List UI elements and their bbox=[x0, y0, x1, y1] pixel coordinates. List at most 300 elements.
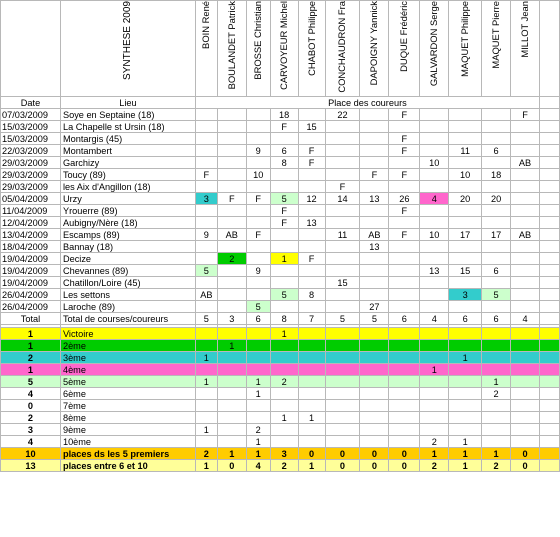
place-cell[interactable] bbox=[511, 205, 540, 217]
rank-value[interactable] bbox=[511, 412, 540, 424]
place-cell[interactable]: 18 bbox=[482, 169, 511, 181]
corner-cell[interactable] bbox=[1, 1, 61, 97]
place-cell[interactable] bbox=[298, 229, 325, 241]
place-cell[interactable]: 9 bbox=[246, 265, 270, 277]
rank-label[interactable]: 5ème bbox=[60, 376, 195, 388]
rank-label[interactable]: 7ème bbox=[60, 400, 195, 412]
place-cell[interactable] bbox=[325, 169, 360, 181]
place-cell[interactable] bbox=[449, 205, 482, 217]
place-header[interactable]: Place des coureurs bbox=[195, 97, 539, 109]
place-cell[interactable] bbox=[195, 109, 217, 121]
empty-cell[interactable] bbox=[539, 229, 559, 241]
lieu-cell[interactable]: Les settons bbox=[60, 289, 195, 301]
count-cell[interactable]: 1 bbox=[1, 364, 61, 376]
rank-value[interactable] bbox=[482, 328, 511, 340]
place-cell[interactable] bbox=[449, 301, 482, 313]
rank-value[interactable] bbox=[246, 340, 270, 352]
date-cell[interactable]: 18/04/2009 bbox=[1, 241, 61, 253]
rank-value[interactable] bbox=[482, 364, 511, 376]
rank-value[interactable]: 1 bbox=[246, 388, 270, 400]
rank-value[interactable]: 1 bbox=[246, 376, 270, 388]
place-cell[interactable]: F bbox=[270, 121, 298, 133]
place-cell[interactable]: 5 bbox=[195, 265, 217, 277]
lieu-cell[interactable]: Bannay (18) bbox=[60, 241, 195, 253]
place-cell[interactable]: F bbox=[389, 145, 420, 157]
place-cell[interactable] bbox=[360, 217, 389, 229]
empty-cell[interactable] bbox=[539, 157, 559, 169]
place-cell[interactable] bbox=[389, 301, 420, 313]
rank-value[interactable] bbox=[298, 400, 325, 412]
place-cell[interactable] bbox=[511, 169, 540, 181]
place-cell[interactable] bbox=[217, 133, 246, 145]
rank-value[interactable] bbox=[511, 424, 540, 436]
total-value[interactable]: 3 bbox=[217, 313, 246, 325]
place-cell[interactable]: F bbox=[389, 169, 420, 181]
place-cell[interactable]: F bbox=[511, 109, 540, 121]
place-cell[interactable] bbox=[217, 169, 246, 181]
lieu-header[interactable]: Lieu bbox=[60, 97, 195, 109]
date-cell[interactable]: 29/03/2009 bbox=[1, 169, 61, 181]
rank-value[interactable] bbox=[420, 424, 449, 436]
place-cell[interactable] bbox=[420, 253, 449, 265]
date-cell[interactable]: 15/03/2009 bbox=[1, 133, 61, 145]
place-cell[interactable] bbox=[511, 181, 540, 193]
place-cell[interactable] bbox=[482, 241, 511, 253]
rank-value[interactable] bbox=[449, 412, 482, 424]
rank-value[interactable] bbox=[270, 388, 298, 400]
rank-value[interactable]: 1 bbox=[482, 448, 511, 460]
runner-header[interactable] bbox=[360, 1, 389, 97]
empty-cell[interactable] bbox=[539, 376, 559, 388]
rank-value[interactable]: 0 bbox=[511, 448, 540, 460]
place-cell[interactable]: 15 bbox=[449, 265, 482, 277]
place-cell[interactable] bbox=[389, 157, 420, 169]
place-cell[interactable]: 26 bbox=[389, 193, 420, 205]
rank-value[interactable] bbox=[389, 364, 420, 376]
place-cell[interactable]: F bbox=[195, 169, 217, 181]
empty-cell[interactable] bbox=[539, 301, 559, 313]
total-label[interactable]: Total de courses/coureurs bbox=[60, 313, 195, 325]
rank-value[interactable] bbox=[270, 352, 298, 364]
rank-label[interactable]: 10ème bbox=[60, 436, 195, 448]
place-cell[interactable]: F bbox=[298, 145, 325, 157]
place-cell[interactable] bbox=[270, 301, 298, 313]
rank-value[interactable] bbox=[449, 388, 482, 400]
empty-cell[interactable] bbox=[539, 448, 559, 460]
place-cell[interactable] bbox=[449, 121, 482, 133]
place-cell[interactable] bbox=[195, 205, 217, 217]
rank-value[interactable] bbox=[217, 376, 246, 388]
place-cell[interactable] bbox=[449, 217, 482, 229]
place-cell[interactable]: 13 bbox=[298, 217, 325, 229]
place-cell[interactable] bbox=[360, 277, 389, 289]
empty-cell[interactable] bbox=[539, 364, 559, 376]
empty-cell[interactable] bbox=[539, 217, 559, 229]
place-cell[interactable] bbox=[360, 145, 389, 157]
date-cell[interactable]: 26/04/2009 bbox=[1, 301, 61, 313]
place-cell[interactable] bbox=[195, 253, 217, 265]
empty-cell[interactable] bbox=[539, 205, 559, 217]
rank-value[interactable] bbox=[217, 364, 246, 376]
place-cell[interactable] bbox=[325, 133, 360, 145]
empty-cell[interactable] bbox=[539, 133, 559, 145]
place-cell[interactable] bbox=[246, 157, 270, 169]
rank-value[interactable]: 1 bbox=[270, 412, 298, 424]
empty-cell[interactable] bbox=[539, 169, 559, 181]
place-cell[interactable]: 13 bbox=[360, 193, 389, 205]
count-cell[interactable]: 2 bbox=[1, 352, 61, 364]
rank-value[interactable] bbox=[195, 400, 217, 412]
total-value[interactable]: 4 bbox=[511, 313, 540, 325]
place-cell[interactable] bbox=[420, 301, 449, 313]
total-value[interactable]: 8 bbox=[270, 313, 298, 325]
place-cell[interactable] bbox=[298, 181, 325, 193]
empty-cell[interactable] bbox=[539, 400, 559, 412]
place-cell[interactable] bbox=[420, 169, 449, 181]
place-cell[interactable] bbox=[217, 109, 246, 121]
rank-value[interactable]: 2 bbox=[195, 448, 217, 460]
rank-value[interactable] bbox=[270, 364, 298, 376]
place-cell[interactable] bbox=[270, 241, 298, 253]
rank-value[interactable]: 1 bbox=[449, 352, 482, 364]
rank-value[interactable] bbox=[420, 340, 449, 352]
place-cell[interactable] bbox=[482, 205, 511, 217]
rank-value[interactable] bbox=[195, 388, 217, 400]
place-cell[interactable] bbox=[298, 109, 325, 121]
place-cell[interactable]: 2 bbox=[217, 253, 246, 265]
date-cell[interactable]: 29/03/2009 bbox=[1, 157, 61, 169]
place-cell[interactable]: F bbox=[270, 217, 298, 229]
place-cell[interactable]: 5 bbox=[246, 301, 270, 313]
total-value[interactable]: 6 bbox=[389, 313, 420, 325]
place-cell[interactable] bbox=[482, 181, 511, 193]
place-cell[interactable] bbox=[482, 157, 511, 169]
empty-cell[interactable] bbox=[539, 460, 559, 472]
empty-cell[interactable] bbox=[539, 436, 559, 448]
rank-value[interactable] bbox=[270, 400, 298, 412]
place-cell[interactable] bbox=[298, 241, 325, 253]
runner-header[interactable] bbox=[217, 1, 246, 97]
place-cell[interactable] bbox=[360, 157, 389, 169]
place-cell[interactable]: 20 bbox=[482, 193, 511, 205]
rank-value[interactable] bbox=[325, 388, 360, 400]
rank-value[interactable] bbox=[482, 424, 511, 436]
rank-value[interactable] bbox=[325, 376, 360, 388]
rank-value[interactable] bbox=[449, 424, 482, 436]
rank-value[interactable] bbox=[195, 340, 217, 352]
rank-value[interactable]: 2 bbox=[270, 376, 298, 388]
rank-value[interactable]: 2 bbox=[482, 388, 511, 400]
rank-value[interactable] bbox=[298, 424, 325, 436]
rank-value[interactable] bbox=[420, 400, 449, 412]
lieu-cell[interactable]: Montargis (45) bbox=[60, 133, 195, 145]
rank-value[interactable] bbox=[246, 328, 270, 340]
lieu-cell[interactable]: La Chapelle st Ursin (18) bbox=[60, 121, 195, 133]
rank-value[interactable] bbox=[325, 424, 360, 436]
rank-value[interactable]: 1 bbox=[449, 436, 482, 448]
place-cell[interactable] bbox=[325, 145, 360, 157]
place-cell[interactable] bbox=[246, 181, 270, 193]
place-cell[interactable] bbox=[270, 169, 298, 181]
place-cell[interactable] bbox=[420, 241, 449, 253]
place-cell[interactable] bbox=[389, 121, 420, 133]
place-cell[interactable]: 5 bbox=[270, 193, 298, 205]
rank-value[interactable] bbox=[360, 340, 389, 352]
place-cell[interactable] bbox=[298, 301, 325, 313]
place-cell[interactable] bbox=[246, 205, 270, 217]
rank-value[interactable]: 0 bbox=[511, 460, 540, 472]
runner-header[interactable] bbox=[325, 1, 360, 97]
total-value[interactable]: 6 bbox=[449, 313, 482, 325]
place-cell[interactable]: 11 bbox=[325, 229, 360, 241]
rank-value[interactable] bbox=[511, 364, 540, 376]
place-cell[interactable] bbox=[360, 289, 389, 301]
place-cell[interactable] bbox=[420, 133, 449, 145]
place-cell[interactable] bbox=[217, 181, 246, 193]
total-value[interactable]: 5 bbox=[360, 313, 389, 325]
place-cell[interactable] bbox=[246, 121, 270, 133]
place-cell[interactable] bbox=[246, 253, 270, 265]
place-cell[interactable] bbox=[482, 109, 511, 121]
place-cell[interactable]: AB bbox=[195, 289, 217, 301]
rank-value[interactable]: 2 bbox=[420, 436, 449, 448]
lieu-cell[interactable]: Yrouerre (89) bbox=[60, 205, 195, 217]
rank-label[interactable]: places ds les 5 premiers bbox=[60, 448, 195, 460]
rank-value[interactable] bbox=[389, 340, 420, 352]
rank-value[interactable] bbox=[246, 412, 270, 424]
place-cell[interactable] bbox=[195, 277, 217, 289]
place-cell[interactable] bbox=[511, 253, 540, 265]
total-value[interactable]: 7 bbox=[298, 313, 325, 325]
runner-header[interactable] bbox=[511, 1, 540, 97]
place-cell[interactable] bbox=[195, 301, 217, 313]
place-cell[interactable] bbox=[246, 277, 270, 289]
lieu-cell[interactable]: Laroche (89) bbox=[60, 301, 195, 313]
place-cell[interactable] bbox=[449, 181, 482, 193]
rank-value[interactable] bbox=[511, 328, 540, 340]
empty-cell[interactable] bbox=[539, 109, 559, 121]
place-cell[interactable] bbox=[270, 229, 298, 241]
rank-value[interactable] bbox=[217, 400, 246, 412]
rank-value[interactable] bbox=[360, 424, 389, 436]
rank-value[interactable] bbox=[195, 364, 217, 376]
lieu-cell[interactable]: Urzy bbox=[60, 193, 195, 205]
rank-value[interactable] bbox=[325, 412, 360, 424]
place-cell[interactable]: 4 bbox=[420, 193, 449, 205]
place-cell[interactable] bbox=[420, 145, 449, 157]
place-cell[interactable]: F bbox=[389, 133, 420, 145]
rank-value[interactable]: 3 bbox=[270, 448, 298, 460]
rank-label[interactable]: places entre 6 et 10 bbox=[60, 460, 195, 472]
place-cell[interactable]: F bbox=[325, 181, 360, 193]
date-cell[interactable]: 13/04/2009 bbox=[1, 229, 61, 241]
place-cell[interactable]: 10 bbox=[420, 157, 449, 169]
place-cell[interactable] bbox=[511, 121, 540, 133]
place-cell[interactable] bbox=[325, 289, 360, 301]
place-cell[interactable]: F bbox=[298, 157, 325, 169]
place-cell[interactable] bbox=[389, 241, 420, 253]
place-cell[interactable]: 20 bbox=[449, 193, 482, 205]
place-cell[interactable] bbox=[482, 217, 511, 229]
rank-value[interactable] bbox=[389, 328, 420, 340]
rank-value[interactable] bbox=[195, 436, 217, 448]
place-cell[interactable]: 14 bbox=[325, 193, 360, 205]
rank-value[interactable] bbox=[298, 436, 325, 448]
runner-header[interactable] bbox=[246, 1, 270, 97]
count-cell[interactable]: 2 bbox=[1, 412, 61, 424]
total-value[interactable]: 4 bbox=[420, 313, 449, 325]
place-cell[interactable] bbox=[389, 277, 420, 289]
count-cell[interactable]: 5 bbox=[1, 376, 61, 388]
place-cell[interactable] bbox=[325, 217, 360, 229]
place-cell[interactable] bbox=[360, 253, 389, 265]
rank-value[interactable] bbox=[325, 340, 360, 352]
place-cell[interactable] bbox=[511, 301, 540, 313]
date-header[interactable]: Date bbox=[1, 97, 61, 109]
rank-value[interactable] bbox=[246, 352, 270, 364]
place-cell[interactable] bbox=[195, 181, 217, 193]
rank-value[interactable] bbox=[482, 412, 511, 424]
place-cell[interactable] bbox=[195, 145, 217, 157]
rank-value[interactable] bbox=[298, 340, 325, 352]
place-cell[interactable] bbox=[217, 265, 246, 277]
place-cell[interactable] bbox=[325, 157, 360, 169]
rank-value[interactable] bbox=[270, 436, 298, 448]
rank-value[interactable] bbox=[217, 352, 246, 364]
place-cell[interactable] bbox=[449, 253, 482, 265]
empty-cell[interactable] bbox=[539, 340, 559, 352]
place-cell[interactable] bbox=[360, 265, 389, 277]
rank-value[interactable] bbox=[511, 340, 540, 352]
place-cell[interactable] bbox=[270, 133, 298, 145]
rank-value[interactable] bbox=[217, 328, 246, 340]
rank-value[interactable] bbox=[449, 364, 482, 376]
place-cell[interactable] bbox=[389, 181, 420, 193]
rank-value[interactable] bbox=[360, 376, 389, 388]
rank-value[interactable]: 0 bbox=[360, 460, 389, 472]
place-cell[interactable] bbox=[511, 265, 540, 277]
rank-value[interactable] bbox=[325, 364, 360, 376]
place-cell[interactable] bbox=[389, 253, 420, 265]
place-cell[interactable] bbox=[389, 265, 420, 277]
empty-cell[interactable] bbox=[539, 97, 559, 109]
place-cell[interactable] bbox=[482, 133, 511, 145]
place-cell[interactable]: F bbox=[246, 193, 270, 205]
rank-value[interactable] bbox=[449, 400, 482, 412]
place-cell[interactable]: 13 bbox=[360, 241, 389, 253]
title-cell[interactable] bbox=[60, 1, 195, 97]
place-cell[interactable] bbox=[195, 157, 217, 169]
place-cell[interactable]: 5 bbox=[270, 289, 298, 301]
empty-cell[interactable] bbox=[539, 289, 559, 301]
place-cell[interactable] bbox=[270, 181, 298, 193]
date-cell[interactable]: 12/04/2009 bbox=[1, 217, 61, 229]
empty-cell[interactable] bbox=[539, 277, 559, 289]
empty-cell[interactable] bbox=[539, 1, 559, 97]
rank-value[interactable]: 1 bbox=[195, 424, 217, 436]
rank-value[interactable] bbox=[360, 400, 389, 412]
place-cell[interactable] bbox=[298, 169, 325, 181]
place-cell[interactable] bbox=[511, 217, 540, 229]
place-cell[interactable] bbox=[482, 121, 511, 133]
rank-value[interactable] bbox=[217, 436, 246, 448]
rank-value[interactable] bbox=[270, 340, 298, 352]
rank-value[interactable] bbox=[449, 328, 482, 340]
count-cell[interactable]: 0 bbox=[1, 400, 61, 412]
rank-value[interactable] bbox=[325, 436, 360, 448]
empty-cell[interactable] bbox=[539, 241, 559, 253]
place-cell[interactable] bbox=[298, 205, 325, 217]
place-cell[interactable] bbox=[246, 109, 270, 121]
place-cell[interactable]: 8 bbox=[270, 157, 298, 169]
rank-value[interactable]: 1 bbox=[217, 448, 246, 460]
runner-header[interactable] bbox=[449, 1, 482, 97]
rank-value[interactable] bbox=[420, 412, 449, 424]
place-cell[interactable] bbox=[420, 289, 449, 301]
place-cell[interactable] bbox=[449, 277, 482, 289]
place-cell[interactable] bbox=[360, 109, 389, 121]
empty-cell[interactable] bbox=[539, 412, 559, 424]
total-value[interactable]: 6 bbox=[246, 313, 270, 325]
runner-header[interactable] bbox=[482, 1, 511, 97]
place-cell[interactable] bbox=[420, 277, 449, 289]
place-cell[interactable] bbox=[420, 109, 449, 121]
rank-value[interactable]: 0 bbox=[325, 460, 360, 472]
place-cell[interactable]: 8 bbox=[298, 289, 325, 301]
lieu-cell[interactable]: Chatillon/Loire (45) bbox=[60, 277, 195, 289]
rank-value[interactable] bbox=[511, 388, 540, 400]
place-cell[interactable] bbox=[325, 241, 360, 253]
rank-value[interactable]: 1 bbox=[420, 448, 449, 460]
place-cell[interactable] bbox=[511, 289, 540, 301]
place-cell[interactable] bbox=[217, 301, 246, 313]
place-cell[interactable] bbox=[360, 181, 389, 193]
rank-value[interactable]: 1 bbox=[298, 412, 325, 424]
rank-value[interactable] bbox=[420, 328, 449, 340]
count-cell[interactable]: 1 bbox=[1, 340, 61, 352]
place-cell[interactable] bbox=[298, 277, 325, 289]
place-cell[interactable]: F bbox=[360, 169, 389, 181]
place-cell[interactable]: F bbox=[246, 229, 270, 241]
place-cell[interactable] bbox=[195, 133, 217, 145]
place-cell[interactable] bbox=[482, 253, 511, 265]
rank-value[interactable]: 0 bbox=[298, 448, 325, 460]
rank-value[interactable]: 0 bbox=[389, 460, 420, 472]
place-cell[interactable]: F bbox=[389, 205, 420, 217]
rank-value[interactable] bbox=[389, 436, 420, 448]
place-cell[interactable] bbox=[298, 265, 325, 277]
rank-label[interactable]: 8ème bbox=[60, 412, 195, 424]
place-cell[interactable]: 1 bbox=[270, 253, 298, 265]
place-cell[interactable] bbox=[217, 217, 246, 229]
rank-label[interactable]: 2ème bbox=[60, 340, 195, 352]
rank-value[interactable] bbox=[482, 340, 511, 352]
place-cell[interactable]: 11 bbox=[449, 145, 482, 157]
rank-label[interactable]: Victoire bbox=[60, 328, 195, 340]
empty-cell[interactable] bbox=[539, 193, 559, 205]
rank-value[interactable] bbox=[389, 400, 420, 412]
place-cell[interactable]: 17 bbox=[482, 229, 511, 241]
place-cell[interactable] bbox=[325, 253, 360, 265]
rank-value[interactable] bbox=[389, 376, 420, 388]
rank-value[interactable]: 0 bbox=[217, 460, 246, 472]
date-cell[interactable]: 15/03/2009 bbox=[1, 121, 61, 133]
place-cell[interactable] bbox=[449, 241, 482, 253]
rank-value[interactable]: 1 bbox=[482, 376, 511, 388]
rank-value[interactable] bbox=[360, 352, 389, 364]
place-cell[interactable]: F bbox=[389, 229, 420, 241]
rank-label[interactable]: 4ème bbox=[60, 364, 195, 376]
